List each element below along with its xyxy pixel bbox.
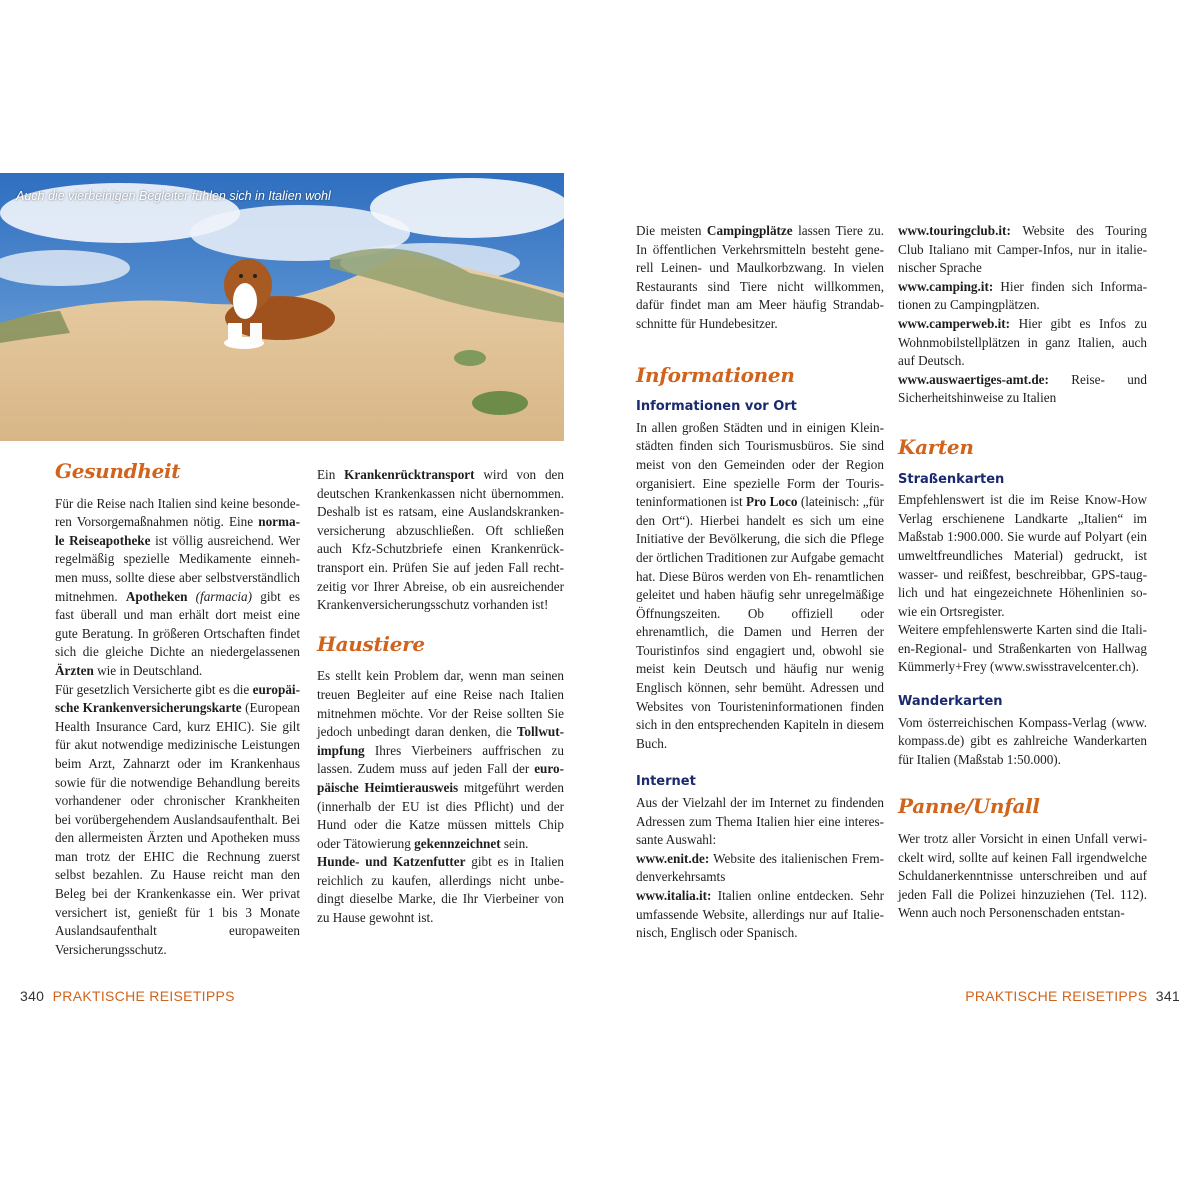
paragraph-panne-unfall: Wer trotz aller Vorsicht in einen Unfall verwi- ckelt wird, sollte auf keinen Fall irgendwelche Schuldanerkenntnisse unterschreiben und auf jeden Fall die Polizei hinzuziehen (Tel. 112). Wenn auch noch Personenschaden entstan- — [898, 831, 1147, 921]
paragraph-wanderkarten: Vom österreichischen Kompass-Verlag (www. kompass.de) gibt es zahlreiche Wanderkarten für Italien (Maßstab 1:50.000). — [898, 714, 1147, 767]
right-column-2 — [898, 222, 1147, 923]
footer-left — [20, 988, 235, 1004]
page-number-left: 340 — [20, 988, 45, 1004]
paragraph-gesundheit-1: Für die Reise nach Italien sind keine besonde-ren Vorsorgemaßnahmen nötig. Eine norma-le Reiseapotheke ist völlig ausreichend. Wer regelmäßig spezielle Medikamente einneh- men muss, sollte diese aber selbstverständlich mitnehmen. Apotheken (farmacia) gibt es fast überall und man erhält dort meist eine gute Beratung. In größeren Ortschaften findet sich die gleiche Dichte an niedergelassenen Ärzten wie in Deutschland. — [55, 495, 301, 678]
paragraph-internet: Aus der Vielzahl der im Internet zu findenden Adressen zum Thema Italien hier eine interes- sante Auswahl: — [636, 795, 884, 848]
heading-informationen: Informationen — [636, 362, 795, 387]
link-enit[interactable]: www.enit.de: Website des italienischen Frem- denverkehrsamts — [636, 850, 884, 885]
heading-panne-unfall: Panne/Unfall — [898, 794, 1040, 819]
link-auswaertiges-amt[interactable]: www.auswaertiges-amt.de: Reise- und Sicherheitshinweise zu Italien — [898, 371, 1147, 406]
paragraph-strassenkarten: Empfehlenswert ist die im Reise Know-How Verlag erschienene Landkarte „Italien“ im Maßstab 1:900.000. Sie wurde auf Polyart (ein umweltfreundliches Material) gedruckt, ist wasser- und reißfest, beschreibbar, GPS-taug- lich und hat eingezeichnete Höhenlinien so- wie ein Ortsregister. — [898, 492, 1147, 619]
right-column-1 — [636, 222, 884, 943]
link-camping[interactable]: www.camping.it: Hier finden sich Informa- tionen zu Campingplätzen. — [898, 278, 1147, 313]
subheading-internet: Internet — [636, 774, 696, 790]
section-title-right: PRAKTISCHE REISETIPPS — [965, 988, 1148, 1004]
heading-gesundheit: Gesundheit — [55, 459, 181, 483]
left-column-1 — [55, 459, 301, 959]
photo-caption: Auch die vierbeinigen Begleiter fühlen sich in Italien wohl — [16, 189, 331, 203]
paragraph-gesundheit-2: Für gesetzlich Versicherte gibt es die europäi-sche Krankenversicherungskarte (European Health Insurance Card, kurz EHIC). Sie gilt für akut notwendige medizinische Leistungen beim Arzt, Zahnarzt oder im Krankenhaus sowie für die notwendige Behandlung bereits vorhandener oder chronischer Krankheiten bei vorübergehendem Auslandsaufenthalt. Bei den allermeisten Ärzten und Apotheken muss man trotz der EHIC die Rechnung zuerst selbst bezahlen. Zu Hause reicht man den Beleg bei der Krankenkasse ein. Wer privat versichert ist, genießt für 1 bis 3 Monate Auslandsaufenthalt europaweiten Versicherungsschutz. — [55, 681, 301, 957]
paragraph-haustiere-1: Es stellt kein Problem dar, wenn man seinen treuen Begleiter auf eine Reise nach Italien mitnehmen möchte. Vor der Reise sollten Sie jedoch unbedingt daran denken, die Tollwut-impfung Ihres Vierbeiners auffrischen zu lassen. Zudem muss auf jeden Fall der euro-päische Heimtierausweis mitgeführt werden (innerhalb der EU ist dies Pflicht) und der Hund oder die Katze müssen mittels Chip oder Tätowierung gekennzeichnet sein. — [317, 668, 564, 851]
subheading-wanderkarten: Wanderkarten — [898, 694, 1003, 710]
paragraph-camping: Die meisten Campingplätze lassen Tiere zu. In öffentlichen Verkehrsmitteln besteht gene- rell Leinen- und Maulkorbzwang. In vielen Restaurants sind Tiere nicht willkommen, dafür findet man am Meer häufig Strandab- schnitte für Hundebesitzer. — [636, 223, 885, 331]
paragraph-weitere-karten: Weitere empfehlenswerte Karten sind die Itali- en-Regional- und Straßenkarten von Hallwag Kümmerly+Frey (www.swisstravelcenter.ch). — [898, 622, 1147, 675]
section-title-left: PRAKTISCHE REISETIPPS — [52, 988, 235, 1004]
paragraph-haustiere-2: Hunde- und Katzenfutter gibt es in Italien reichlich zu kaufen, allerdings nicht unbe- dingt dieselbe Marke, die Ihr Vierbeiner von zu Hause gewohnt ist. — [317, 854, 564, 926]
link-camperweb[interactable]: www.camperweb.it: Hier gibt es Infos zu Wohnmobilstellplätzen in ganz Italien, auch auf Deutsch. — [898, 315, 1147, 369]
link-italia[interactable]: www.italia.it: Italien online entdecken. Sehr umfassende Website, allerdings nur auf Italie- nisch, Englisch oder Spanisch. — [636, 888, 884, 941]
footer-right — [965, 988, 1180, 1004]
heading-karten: Karten — [898, 434, 974, 459]
subheading-informationen-vor-ort: Informationen vor Ort — [636, 399, 797, 415]
subheading-strassenkarten: Straßenkarten — [898, 471, 1005, 487]
page-number-right: 341 — [1155, 988, 1180, 1004]
dog-on-dunes-photo — [0, 173, 564, 441]
link-touringclub[interactable]: www.touringclub.it: Website des Touring Club Italiano mit Camper-Infos, nur in italie- nischer Sprache — [898, 223, 1147, 276]
paragraph-informationen-vor-ort: In allen großen Städten und in einigen Klein- städten finden sich Tourismusbüros. Sie sind meist von den Gemeinden oder der Region organisiert. Eine spezielle Form der Touris- teninformationen ist Pro Loco (lateinisch: „für den Ort“). Hierbei handelt es sich um eine Initiative der Bevölkerung, die sich die Pflege der örtlichen Traditionen zur Aufgabe gemacht hat. Diese Büros werden von Eh- renamtlichen geleitet und haben häufig sehr unregelmäßige Öffnungszeiten. Ob offiziell oder ehrenamtlich, die Damen und Herren der Touristinfos sind engagiert und, obwohl sie meist kein Deutsch und häufig nur wenig Englisch können, sehr bemüht. Adressen und Websites von Touristeninformationen finden sich in den entsprechenden Kapiteln in diesem Buch. — [636, 419, 885, 751]
heading-haustiere: Haustiere — [317, 631, 425, 656]
paragraph-ruecktransport: Ein Krankenrücktransport wird von den deutschen Krankenkassen nicht übernommen. Deshalb ist es ratsam, eine Auslandskranken- versicherung abzuschließen. Oft schließen auch Kfz-Schutzbriefe einen Krankenrück- transport ein. Prüfen Sie auf jeden Fall recht- zeitig vor Ihrer Abreise, ob ein ausreichender Krankenversicherungsschutz vorhanden ist! — [317, 467, 564, 613]
left-column-2 — [317, 466, 564, 928]
